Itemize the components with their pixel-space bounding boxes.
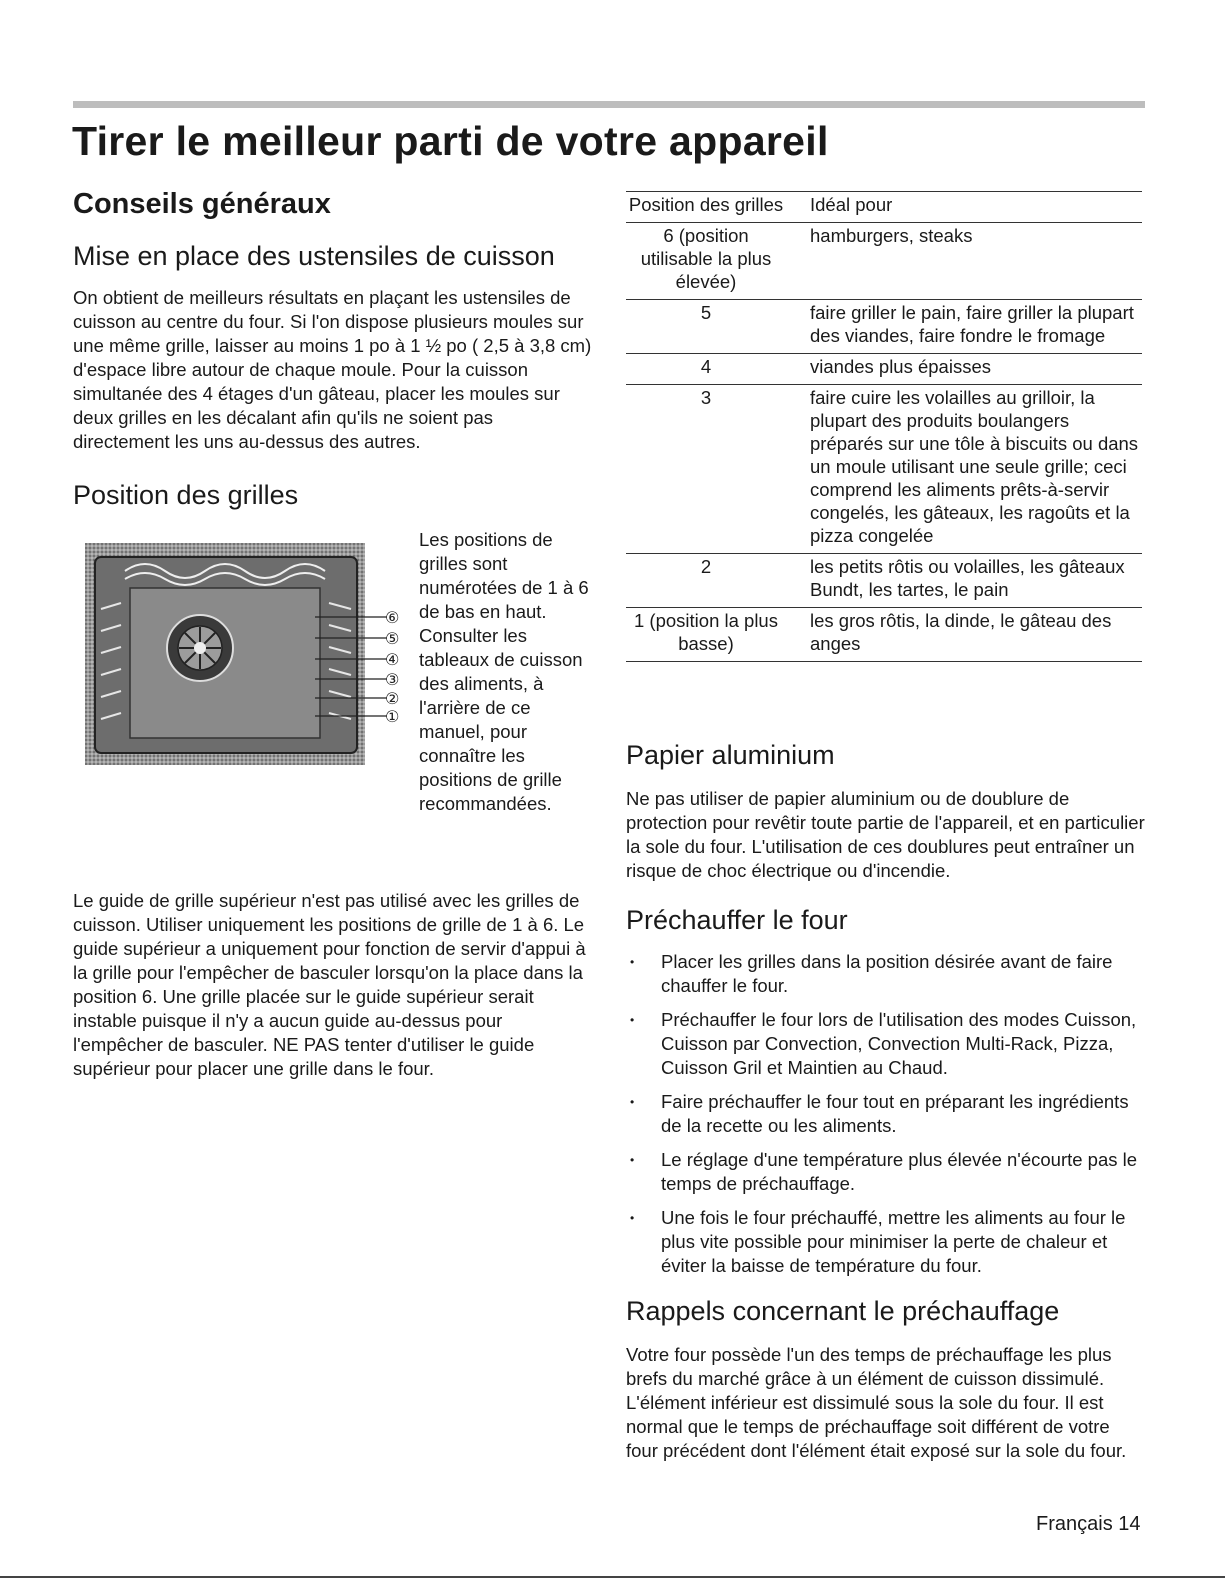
page-number: Français 14 [1036,1513,1141,1535]
table-cell: 5 [626,300,798,354]
table-cell: les gros rôtis, la dinde, le gâteau des anges [798,608,1142,662]
rack-label-4: ④ [385,650,400,669]
rack-label-2: ② [385,689,400,708]
table-cell: 3 [626,385,798,554]
table-cell: 4 [626,354,798,385]
table-cell: faire griller le pain, faire griller la plupart des viandes, faire fondre le fromage [798,300,1142,354]
table-row [626,300,1142,354]
table-cell: viandes plus épaisses [798,354,1142,385]
page-title: Tirer le meilleur parti de votre appareil [72,118,829,164]
table-cell: 2 [626,554,798,608]
table-row [626,385,1142,554]
mise-heading: Mise en place des ustensiles de cuisson [73,241,555,271]
mise-text: On obtient de meilleurs résultats en plaçant les ustensiles de cuisson au centre du four. Si l'on dispose plusieurs moules sur une même grille, laisser au moins 1 po à 1 ½ po ( 2,5 à 3,8 cm) d'espace libre autour de chaque moule. Pour la cuisson simultanée des 4 étages d'un gâteau, placer les moules sur deux grilles en les décalant afin qu'ils ne soient pas directement les uns au-dessus des autres. [73,287,592,452]
figure-caption [419,528,589,816]
table-row [626,608,1142,662]
table-cell: 6 (position utilisable la plus élevée) [626,223,798,300]
table-header: Position des grilles [626,192,798,223]
rappels-text: Votre four possède l'un des temps de préchauffage les plus brefs du marché grâce à un élément de cuisson dissimulé. L'élément inférieur est dissimulé sous la sole du four. Il est normal que le temps de préchauffage soit différent de votre four précédent dont l'élément était exposé sur la sole du four. [626,1344,1127,1461]
rack-label-6: ⑥ [385,608,400,627]
position-heading: Position des grilles [73,480,299,510]
rack-label-5: ⑤ [385,629,400,648]
list-item: • Placer les grilles dans la position désirée avant de faire chauffer le four. [626,950,1146,998]
rack-label-1: ① [385,707,400,726]
table-cell: 1 (position la plus basse) [626,608,798,662]
table-row [626,554,1142,608]
figure-caption-2: Consulter les tableaux de cuisson des aliments, à l'arrière de ce manuel, pour connaître les positions de grille recommandées. [419,625,583,814]
table-cell: faire cuire les volailles au grilloir, la plupart des produits boulangers préparés sur une tôle à biscuits ou dans un moule utilisant une seule grille; ceci comprend les aliments prêts-à-servir congelés, les gâteaux, les ragoûts et la pizza congelée [798,385,1142,554]
papier-text: Ne pas utiliser de papier aluminium ou de doublure de protection pour revêtir toute partie de l'appareil, et en particulier la sole du four. L'utilisation de ces doublures peut entraîner un risque de choc électrique ou d'incendie. [626,788,1145,881]
list-item: • Faire préchauffer le four tout en préparant les ingrédients de la recette ou les aliments. [626,1090,1146,1138]
top-rule [73,101,1145,108]
prechauffer-heading: Préchauffer le four [626,905,848,935]
bottom-rule [0,1576,1225,1578]
prechauffer-list [626,950,1146,1278]
table-row [626,354,1142,385]
left-column [73,188,593,511]
list-item: • Une fois le four préchauffé, mettre les aliments au four le plus vite possible pour minimiser la perte de chaleur et éviter la baisse de température du four. [626,1206,1146,1278]
table-cell: hamburgers, steaks [798,223,1142,300]
list-item: • Le réglage d'une température plus élevée n'écourte pas le temps de préchauffage. [626,1148,1146,1196]
papier-heading: Papier aluminium [626,740,835,770]
section-title: Conseils généraux [73,188,331,220]
figure-caption-1: Les positions de grilles sont numérotées de 1 à 6 de bas en haut. [419,529,589,622]
table-cell: les petits rôtis ou volailles, les gâteaux Bundt, les tartes, le pain [798,554,1142,608]
table-row [626,223,1142,300]
right-column [626,740,1146,1463]
oven-rack-diagram [85,543,401,765]
list-item: • Préchauffer le four lors de l'utilisation des modes Cuisson, Cuisson par Convection, Convection Multi-Rack, Pizza, Cuisson Gril et Maintien au Chaud. [626,1008,1146,1080]
table-header-row [626,192,1142,223]
table-header: Idéal pour [798,192,1142,223]
rack-label-3: ③ [385,670,400,689]
position-text: Le guide de grille supérieur n'est pas utilisé avec les grilles de cuisson. Utiliser uniquement les positions de grille de 1 à 6. Le guide supérieur a uniquement pour fonction de servir d'appui à la grille pour l'empêcher de basculer lorsqu'on la place dans la position 6. Une grille placée sur le guide supérieur serait instable puisque il n'y a aucun guide au-dessus pour l'empêcher de basculer. NE PAS tenter d'utiliser le guide supérieur pour placer une grille dans le four. [73,890,586,1079]
rack-position-table [626,191,1142,662]
rappels-heading: Rappels concernant le préchauffage [626,1296,1060,1326]
